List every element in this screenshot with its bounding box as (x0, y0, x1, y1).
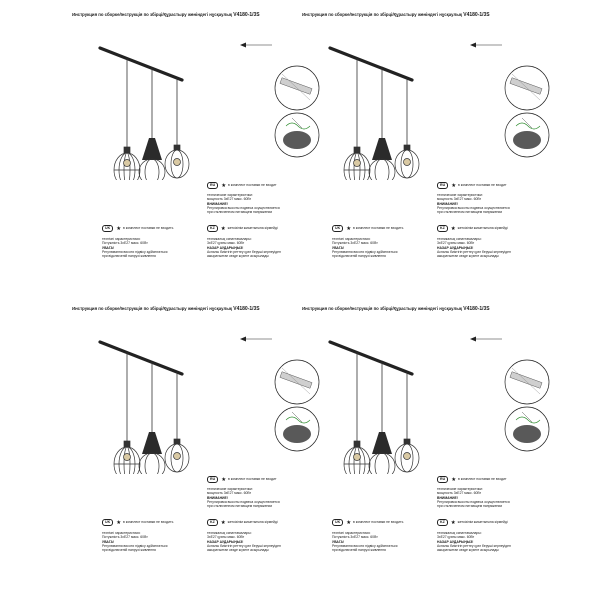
model-number: V4180-1/3S (463, 306, 490, 312)
uk-specs (332, 531, 397, 552)
kz-warning: НАЗАР АУДАРЫҢЫЗ! (207, 245, 244, 250)
ru-spec-line: технические характеристики: (207, 487, 253, 491)
kz-spec-line: 3xE27 қуаты макс. 60Вт (207, 535, 245, 540)
title-text: Инструкция по сборке/Інструкція по збірці/Құрастыру жөніндегі нұсқаулық (302, 12, 463, 17)
kz-warning: НАЗАР АУДАРЫҢЫЗ! (437, 245, 474, 250)
ru-spec-line: мощность 3xE27 макс. 60Вт (207, 197, 252, 202)
kz-advice-line: ажыратылған кезде жүзеге асырылады (437, 254, 499, 259)
uk-spec-line: технічні характеристики: (102, 237, 141, 241)
uk-advice-line: Регулювання висоти підвісу здійснюється (102, 543, 168, 548)
ru-specs (207, 193, 280, 214)
ru-note: в комплект поставки не входит (458, 183, 507, 187)
kz-advice-line: ажыратылған кезде жүзеге асырылады (207, 254, 269, 259)
ru-warning: ВНИМАНИЕ! (437, 495, 458, 500)
kz-specs (207, 237, 281, 258)
star-icon: ★ (220, 519, 226, 526)
uk-note-row (332, 519, 403, 526)
kz-spec-line: техникалық сипаттамалары: (207, 531, 252, 535)
kz-badge: KZ (207, 519, 218, 526)
uk-specs (102, 237, 167, 258)
ru-warning: ВНИМАНИЕ! (207, 495, 228, 500)
star-icon: ★ (116, 225, 122, 232)
uk-warning: УВАГА! (102, 245, 115, 250)
ru-note-row (437, 476, 507, 483)
uk-advice-line: при відключеній напрузі живлення (332, 254, 386, 259)
ceiling-bar (100, 48, 182, 80)
mount-detail-2 (505, 113, 549, 157)
kz-advice-line: ажыратылған кезде жүзеге асырылады (207, 548, 269, 553)
kz-spec-line: 3xE27 қуаты макс. 60Вт (207, 241, 245, 246)
ru-advice-line: Регулировка высоты подвеса осуществляется (437, 205, 510, 210)
instruction-title (72, 306, 332, 312)
uk-badge: UK (102, 225, 113, 232)
ru-badge: RU (207, 182, 218, 189)
ru-note-row (437, 182, 507, 189)
kz-advice-line: Аспалы биіктігін реттеу қуат берушi кернеуiден (207, 249, 281, 254)
star-icon: ★ (116, 519, 122, 526)
ru-badge: RU (437, 182, 448, 189)
cage-shade-1 (344, 147, 370, 180)
uk-specs (332, 237, 397, 258)
instruction-title (302, 306, 562, 312)
star-icon: ★ (221, 182, 227, 189)
cage-shade-1 (114, 147, 140, 180)
uk-note: в комплект поставки не входить (123, 520, 174, 524)
model-number: V4180-1/3S (233, 306, 260, 312)
title-text: Инструкция по сборке/Інструкція по збірці/Құрастыру жөніндегі нұсқаулық (72, 306, 233, 311)
mount-detail-1 (505, 66, 549, 110)
kz-specs (437, 531, 511, 552)
ceiling-bar (100, 342, 182, 374)
instruction-panel (72, 12, 332, 262)
star-icon: ★ (451, 476, 457, 483)
kz-advice-line: Аспалы биіктігін реттеу қуат берушi кернеуiден (437, 249, 511, 254)
uk-advice-line: Регулювання висоти підвісу здійснюється (332, 543, 398, 548)
lamp-drawing (72, 20, 332, 180)
uk-note: в комплект поставки не входить (353, 520, 404, 524)
kz-advice-line: ажыратылған кезде жүзеге асырылады (437, 548, 499, 553)
uk-warning: УВАГА! (102, 539, 115, 544)
instruction-panel (302, 306, 562, 556)
ru-spec-line: мощность 3xE27 макс. 60Вт (207, 491, 252, 496)
kz-spec-line: техникалық сипаттамалары: (207, 237, 252, 241)
title-text: Инструкция по сборке/Інструкція по збірці/Құрастыру жөніндегі нұсқаулық (302, 306, 463, 311)
ru-advice-line: Регулировка высоты подвеса осуществляется (437, 499, 510, 504)
ru-note: в комплект поставки не входит (228, 477, 277, 481)
instruction-panel (72, 306, 332, 556)
kz-note: жеткізілім жиынтығына кірмейді (457, 226, 508, 230)
uk-note: в комплект поставки не входить (353, 226, 404, 230)
kz-note-row (437, 225, 508, 232)
ru-spec-line: мощность 3xE27 макс. 60Вт (437, 491, 482, 496)
cage-shade-3 (395, 145, 419, 178)
instruction-title (72, 12, 332, 18)
mount-detail-2 (505, 407, 549, 451)
star-icon: ★ (221, 476, 227, 483)
lamp-drawing (72, 314, 332, 474)
uk-badge: UK (332, 225, 343, 232)
ru-warning: ВНИМАНИЕ! (207, 201, 228, 206)
uk-spec-line: технічні характеристики: (102, 531, 141, 535)
uk-advice-line: при відключеній напрузі живлення (102, 254, 156, 259)
uk-note: в комплект поставки не входить (123, 226, 174, 230)
ceiling-bar (330, 342, 412, 374)
kz-note: жеткізілім жиынтығына кірмейді (457, 520, 508, 524)
lamp-drawing (302, 314, 562, 474)
lamp-drawing (302, 20, 562, 180)
cage-shade-3 (165, 439, 189, 472)
star-icon: ★ (450, 225, 456, 232)
ru-advice-line: при отключенном питающем напряжении (207, 210, 273, 215)
ru-note-row (207, 476, 277, 483)
uk-spec-line: Потужність 3xE27 макс. 60Вт (102, 535, 148, 540)
cone-shade-2 (369, 138, 395, 180)
kz-note: жеткізілім жиынтығына кірмейді (227, 520, 278, 524)
ru-note: в комплект поставки не входит (228, 183, 277, 187)
cone-shade-2 (139, 138, 165, 180)
ru-advice-line: при отключенном питающем напряжении (207, 504, 273, 509)
kz-spec-line: техникалық сипаттамалары: (437, 531, 482, 535)
uk-note-row (332, 225, 403, 232)
kz-specs (437, 237, 511, 258)
uk-spec-line: технічні характеристики: (332, 237, 371, 241)
star-icon: ★ (451, 182, 457, 189)
ru-warning: ВНИМАНИЕ! (437, 201, 458, 206)
uk-note-row (102, 519, 173, 526)
cage-shade-1 (114, 441, 140, 474)
kz-badge: KZ (207, 225, 218, 232)
ru-advice-line: при отключенном питающем напряжении (437, 504, 503, 509)
ru-specs (437, 487, 510, 508)
ru-advice-line: Регулировка высоты подвеса осуществляется (207, 499, 280, 504)
star-icon: ★ (346, 519, 352, 526)
uk-advice-line: Регулювання висоти підвісу здійснюється (332, 249, 398, 254)
uk-badge: UK (332, 519, 343, 526)
ru-spec-line: технические характеристики: (437, 487, 483, 491)
kz-warning: НАЗАР АУДАРЫҢЫЗ! (207, 539, 244, 544)
kz-warning: НАЗАР АУДАРЫҢЫЗ! (437, 539, 474, 544)
kz-badge: KZ (437, 225, 448, 232)
cone-shade-2 (369, 432, 395, 474)
star-icon: ★ (346, 225, 352, 232)
kz-note-row (207, 225, 278, 232)
ru-spec-line: технические характеристики: (437, 193, 483, 197)
uk-spec-line: технічні характеристики: (332, 531, 371, 535)
uk-advice-line: Регулювання висоти підвісу здійснюється (102, 249, 168, 254)
uk-specs (102, 531, 167, 552)
uk-warning: УВАГА! (332, 539, 345, 544)
ru-spec-line: технические характеристики: (207, 193, 253, 197)
uk-badge: UK (102, 519, 113, 526)
instruction-panel (302, 12, 562, 262)
kz-advice-line: Аспалы биіктігін реттеу қуат берушi кернеуiден (207, 543, 281, 548)
ru-spec-line: мощность 3xE27 макс. 60Вт (437, 197, 482, 202)
title-text: Инструкция по сборке/Інструкція по збірці/Құрастыру жөніндегі нұсқаулық (72, 12, 233, 17)
kz-spec-line: 3xE27 қуаты макс. 60Вт (437, 535, 475, 540)
model-number: V4180-1/3S (463, 12, 490, 18)
instruction-title (302, 12, 562, 18)
kz-spec-line: 3xE27 қуаты макс. 60Вт (437, 241, 475, 246)
star-icon: ★ (450, 519, 456, 526)
cage-shade-1 (344, 441, 370, 474)
cage-shade-3 (165, 145, 189, 178)
kz-note-row (207, 519, 278, 526)
ceiling-bar (330, 48, 412, 80)
uk-advice-line: при відключеній напрузі живлення (332, 548, 386, 553)
star-icon: ★ (220, 225, 226, 232)
uk-spec-line: Потужність 3xE27 макс. 60Вт (332, 241, 378, 246)
cage-shade-3 (395, 439, 419, 472)
kz-badge: KZ (437, 519, 448, 526)
ru-note-row (207, 182, 277, 189)
model-number: V4180-1/3S (233, 12, 260, 18)
kz-specs (207, 531, 281, 552)
ru-advice-line: при отключенном питающем напряжении (437, 210, 503, 215)
uk-advice-line: при відключеній напрузі живлення (102, 548, 156, 553)
uk-note-row (102, 225, 173, 232)
ru-badge: RU (207, 476, 218, 483)
uk-spec-line: Потужність 3xE27 макс. 60Вт (102, 241, 148, 246)
ru-badge: RU (437, 476, 448, 483)
mount-detail-1 (505, 360, 549, 404)
uk-spec-line: Потужність 3xE27 макс. 60Вт (332, 535, 378, 540)
ru-note: в комплект поставки не входит (458, 477, 507, 481)
kz-note: жеткізілім жиынтығына кірмейді (227, 226, 278, 230)
uk-warning: УВАГА! (332, 245, 345, 250)
ru-specs (437, 193, 510, 214)
ru-advice-line: Регулировка высоты подвеса осуществляется (207, 205, 280, 210)
cone-shade-2 (139, 432, 165, 474)
kz-advice-line: Аспалы биіктігін реттеу қуат берушi кернеуiден (437, 543, 511, 548)
kz-note-row (437, 519, 508, 526)
kz-spec-line: техникалық сипаттамалары: (437, 237, 482, 241)
ru-specs (207, 487, 280, 508)
